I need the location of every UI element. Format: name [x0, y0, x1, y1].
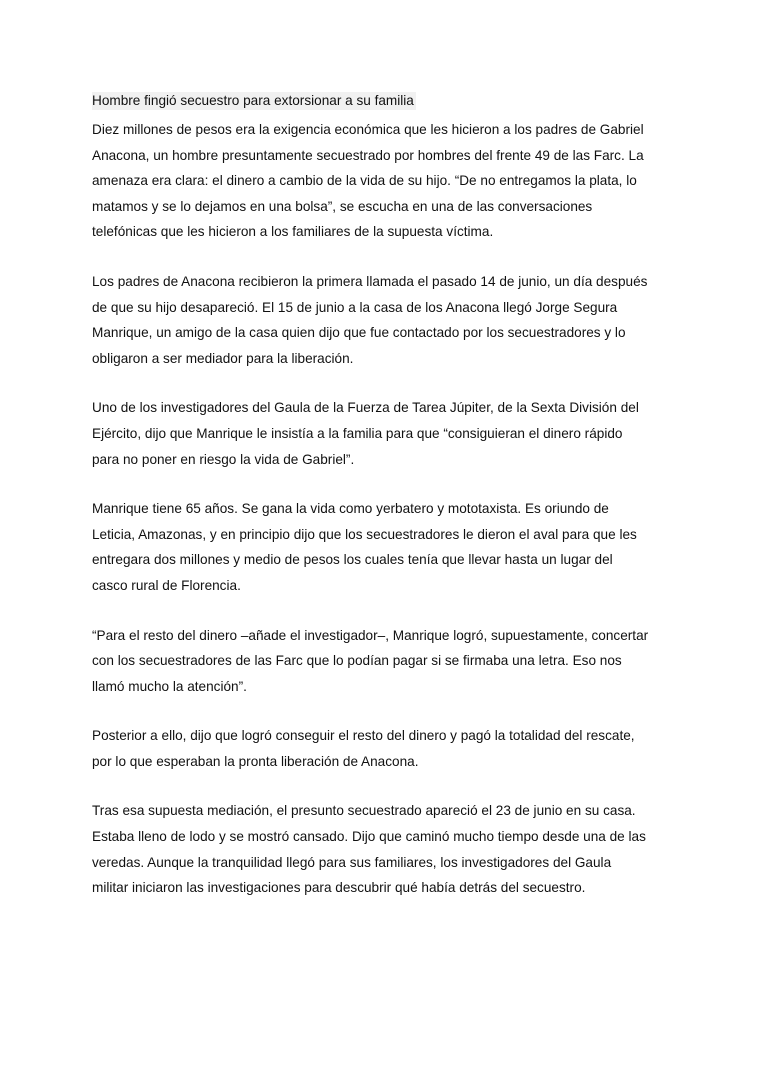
paragraph — [92, 798, 677, 900]
paragraph-line: militar iniciaron las investigaciones para descubrir qué había detrás del secuestro. — [92, 880, 586, 896]
paragraph-line: Manrique tiene 65 años. Se gana la vida como yerbatero y mototaxista. Es oriundo de — [92, 501, 609, 517]
paragraph-line: Anacona, un hombre presuntamente secuestrado por hombres del frente 49 de las Farc. La — [92, 147, 644, 163]
paragraph-line: por lo que esperaban la pronta liberación de Anacona. — [92, 753, 419, 769]
paragraph-line: Leticia, Amazonas, y en principio dijo que los secuestradores le dieron el aval para que les — [92, 526, 637, 542]
paragraph — [92, 117, 677, 245]
paragraph-line: de que su hijo desapareció. El 15 de junio a la casa de los Anacona llegó Jorge Segura — [92, 299, 618, 315]
paragraph-line: matamos y se lo dejamos en una bolsa”, se escucha en una de las conversaciones — [92, 198, 593, 214]
paragraph-line: “Para el resto del dinero –añade el investigador–, Manrique logró, supuestamente, concertar — [92, 627, 649, 643]
paragraph — [92, 395, 677, 472]
paragraph-line: amenaza era clara: el dinero a cambio de la vida de su hijo. “De no entregamos la plata, lo — [92, 173, 637, 189]
paragraph-line: Tras esa supuesta mediación, el presunto secuestrado apareció el 23 de junio en su casa. — [92, 803, 636, 819]
paragraph — [92, 723, 677, 774]
document-page — [92, 92, 677, 925]
article-title: Hombre fingió secuestro para extorsionar a su familia — [92, 93, 414, 108]
paragraph — [92, 623, 677, 700]
paragraph-line: Posterior a ello, dijo que logró conseguir el resto del dinero y pagó la totalidad del rescate, — [92, 728, 635, 744]
paragraph-line: telefónicas que les hicieron a los familiares de la supuesta víctima. — [92, 224, 494, 240]
paragraph-line: obligaron a ser mediador para la liberación. — [92, 350, 354, 366]
paragraph-line: llamó mucho la atención”. — [92, 678, 247, 694]
paragraph — [92, 496, 677, 598]
paragraph-line: veredas. Aunque la tranquilidad llegó para sus familiares, los investigadores del Gaula — [92, 854, 612, 870]
paragraph-line: con los secuestradores de las Farc que lo podían pagar si se firmaba una letra. Eso nos — [92, 653, 622, 669]
paragraph-line: Manrique, un amigo de la casa quien dijo que fue contactado por los secuestradores y lo — [92, 325, 626, 341]
paragraph-line: para no poner en riesgo la vida de Gabriel”. — [92, 451, 355, 467]
paragraph-line: entregara dos millones y medio de pesos los cuales tenía que llevar hasta un lugar del — [92, 552, 613, 568]
paragraph-line: Los padres de Anacona recibieron la primera llamada el pasado 14 de junio, un día después — [92, 273, 648, 289]
article-body — [92, 117, 677, 901]
paragraph-line: Diez millones de pesos era la exigencia económica que les hicieron a los padres de Gabriel — [92, 122, 644, 137]
paragraph — [92, 269, 677, 371]
paragraph-line: casco rural de Florencia. — [92, 577, 241, 593]
paragraph-line: Ejército, dijo que Manrique le insistía a la familia para que “consiguieran el dinero rápido — [92, 425, 623, 441]
paragraph-line: Uno de los investigadores del Gaula de la Fuerza de Tarea Júpiter, de la Sexta División del — [92, 400, 639, 416]
paragraph-line: Estaba lleno de lodo y se mostró cansado. Dijo que caminó mucho tiempo desde una de las — [92, 829, 646, 845]
